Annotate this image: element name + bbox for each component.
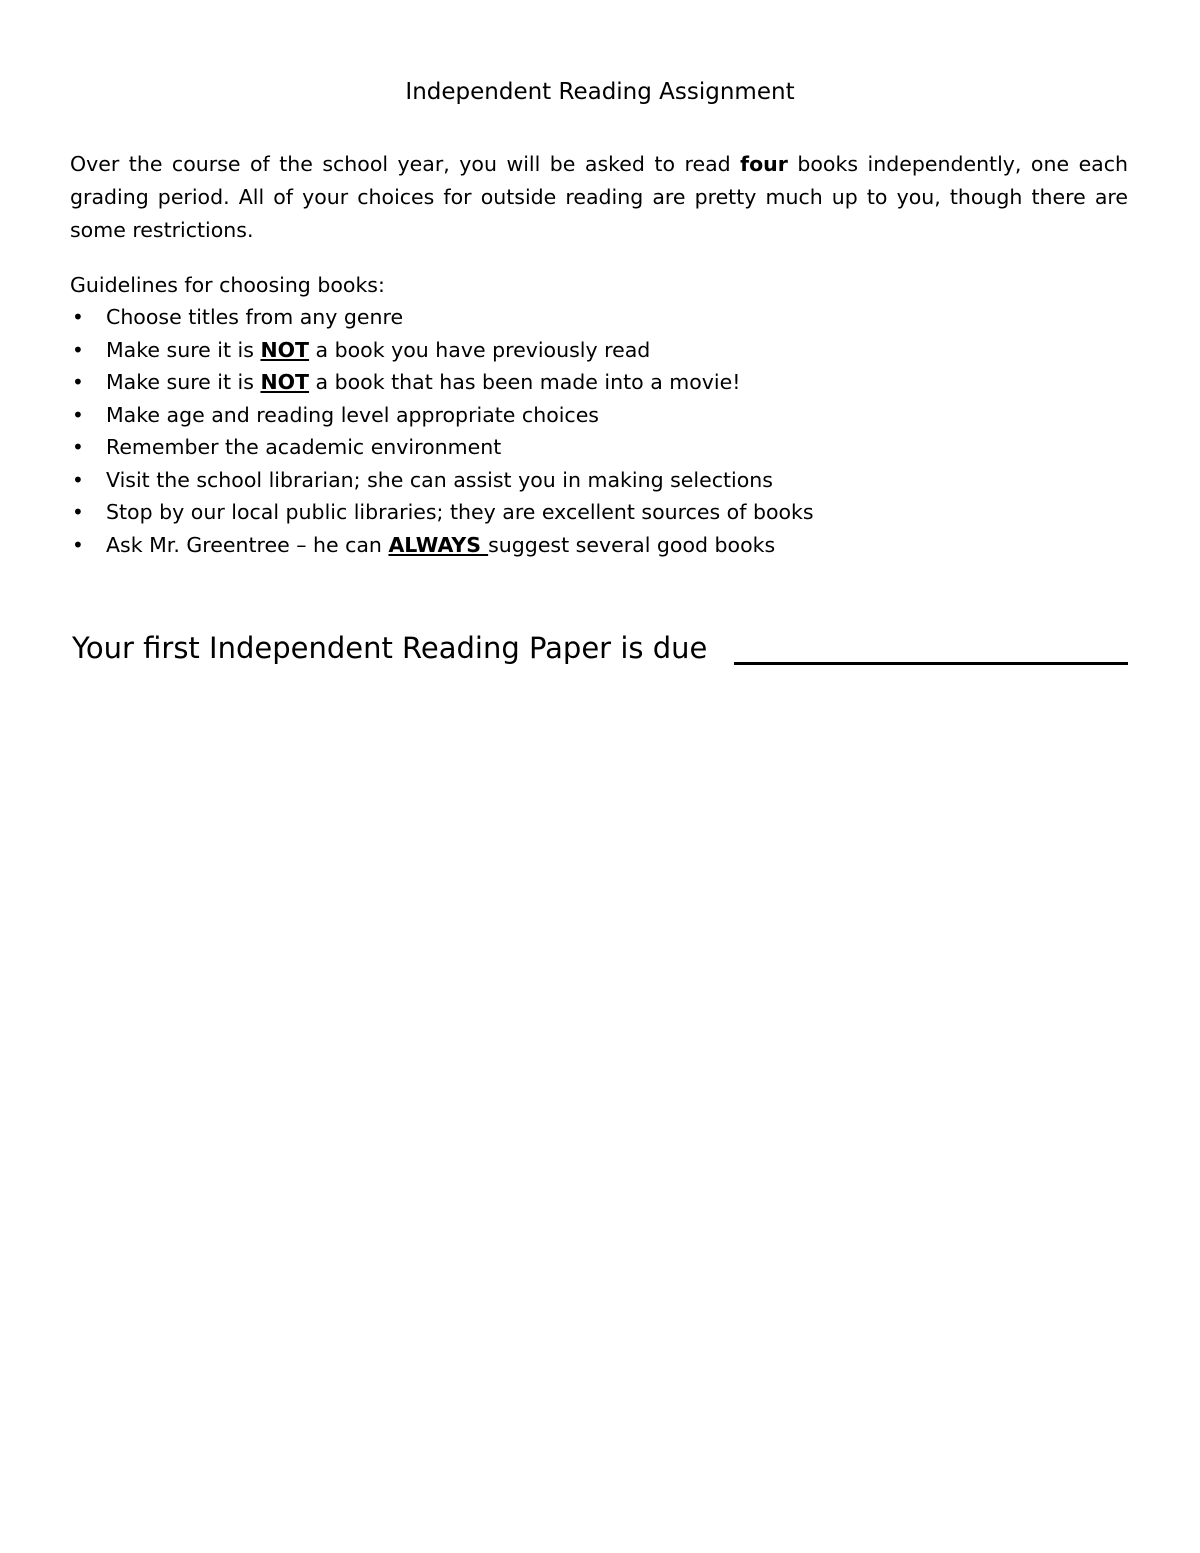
guideline-item [70,334,1130,367]
guideline-item [70,301,1130,334]
guideline-item [70,431,1130,464]
guideline-text-end: a book you have previously read [309,337,651,362]
guideline-text: Visit the school librarian; she can assist you in making selections [106,467,773,492]
bullet-icon: • [72,305,84,329]
guideline-emphasis: ALWAYS [388,532,489,557]
guideline-item [70,366,1130,399]
guideline-text-start: Make sure it is [106,370,261,394]
bullet-icon: • [72,370,84,394]
guideline-item [70,399,1130,432]
guideline-text-end: suggest several good books [488,532,776,557]
guideline-text: Remember the academic environment [106,435,502,459]
guideline-emphasis: NOT [260,370,310,394]
intro-text-start: Over the course of the school year, you will be asked to read [70,152,741,176]
page-title: Independent Reading Assignment [405,79,795,105]
intro-text-end: books independently, one each grading period. All of your choices for outside reading are pretty much up to you, though there are some restrictions. [70,152,1129,242]
guideline-item [70,464,1130,497]
bullet-icon: • [72,435,84,459]
guidelines-list [70,301,1130,561]
intro-bold-word: four [740,152,788,176]
bullet-icon: • [72,500,84,524]
guideline-item [70,529,1130,562]
guideline-text-end: a book that has been made into a movie! [309,370,741,394]
guideline-text-start: Ask Mr. Greentree – he can [106,532,389,557]
due-date-blank-line [734,662,1128,665]
guidelines-heading: Guidelines for choosing books: [70,273,385,297]
guideline-item [70,496,1130,529]
guideline-text: Stop by our local public libraries; they are excellent sources of books [106,500,814,524]
guideline-emphasis: NOT [260,337,310,362]
bullet-icon: • [72,467,84,492]
intro-paragraph [70,148,1128,247]
due-date-prompt: Your first Independent Reading Paper is due [72,631,708,665]
bullet-icon: • [72,532,84,557]
bullet-icon: • [72,337,84,362]
guideline-text-start: Make sure it is [106,337,261,362]
bullet-icon: • [72,402,84,427]
guideline-text: Choose titles from any genre [106,305,404,329]
guideline-text: Make age and reading level appropriate choices [106,402,599,427]
